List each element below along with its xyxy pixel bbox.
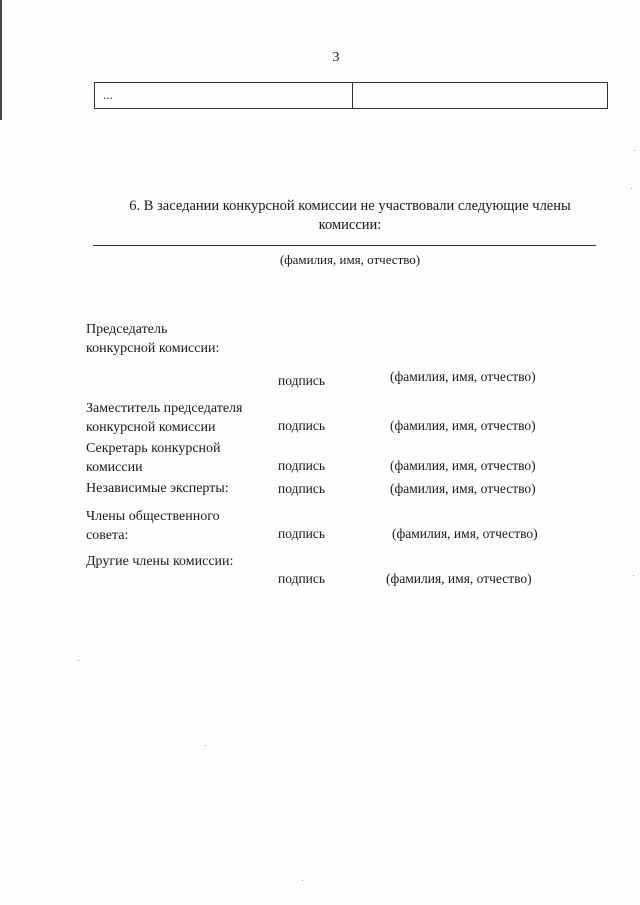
name-caption: (фамилия, имя, отчество) xyxy=(386,571,532,586)
name-caption: (фамилия, имя, отчество) xyxy=(390,458,536,473)
signatory-label: Члены общественного совета: xyxy=(86,509,220,543)
name-line-caption: (фамилия, имя, отчество) xyxy=(279,252,421,267)
signatory-label: Председатель конкурсной комиссии: xyxy=(86,322,220,356)
signature-caption: подпись xyxy=(278,571,326,586)
name-caption: (фамилия, имя, отчество) xyxy=(390,481,536,496)
scan-speck xyxy=(78,660,79,661)
name-caption: (фамилия, имя, отчество) xyxy=(390,369,536,384)
signatory-label: Заместитель председателя конкурсной комиссии xyxy=(86,401,243,435)
signature-caption: подпись xyxy=(278,481,326,496)
signature-caption: подпись xyxy=(278,418,326,433)
page-number: 3 xyxy=(332,50,340,65)
signature-caption: подпись xyxy=(278,373,326,388)
scan-speck xyxy=(634,150,635,151)
scan-speck xyxy=(205,745,206,746)
signature-caption: подпись xyxy=(278,458,326,473)
signature-caption: подпись xyxy=(278,526,326,541)
name-caption: (фамилия, имя, отчество) xyxy=(390,418,536,433)
signatory-label: Другие члены комиссии: xyxy=(86,554,234,569)
table-cell-left: ... xyxy=(95,83,353,108)
name-line xyxy=(93,245,596,246)
section-heading: 6. В заседании конкурсной комиссии не участвовали следующие члены комиссии: xyxy=(129,198,571,233)
continuation-table xyxy=(94,82,608,109)
name-caption: (фамилия, имя, отчество) xyxy=(392,526,538,541)
signatory-label: Секретарь конкурсной комиссии xyxy=(86,441,221,475)
scan-speck xyxy=(633,575,634,576)
scan-speck xyxy=(631,188,632,189)
signatory-label: Независимые эксперты: xyxy=(86,481,229,496)
table-cell-right xyxy=(353,83,607,108)
scan-speck xyxy=(302,880,303,881)
